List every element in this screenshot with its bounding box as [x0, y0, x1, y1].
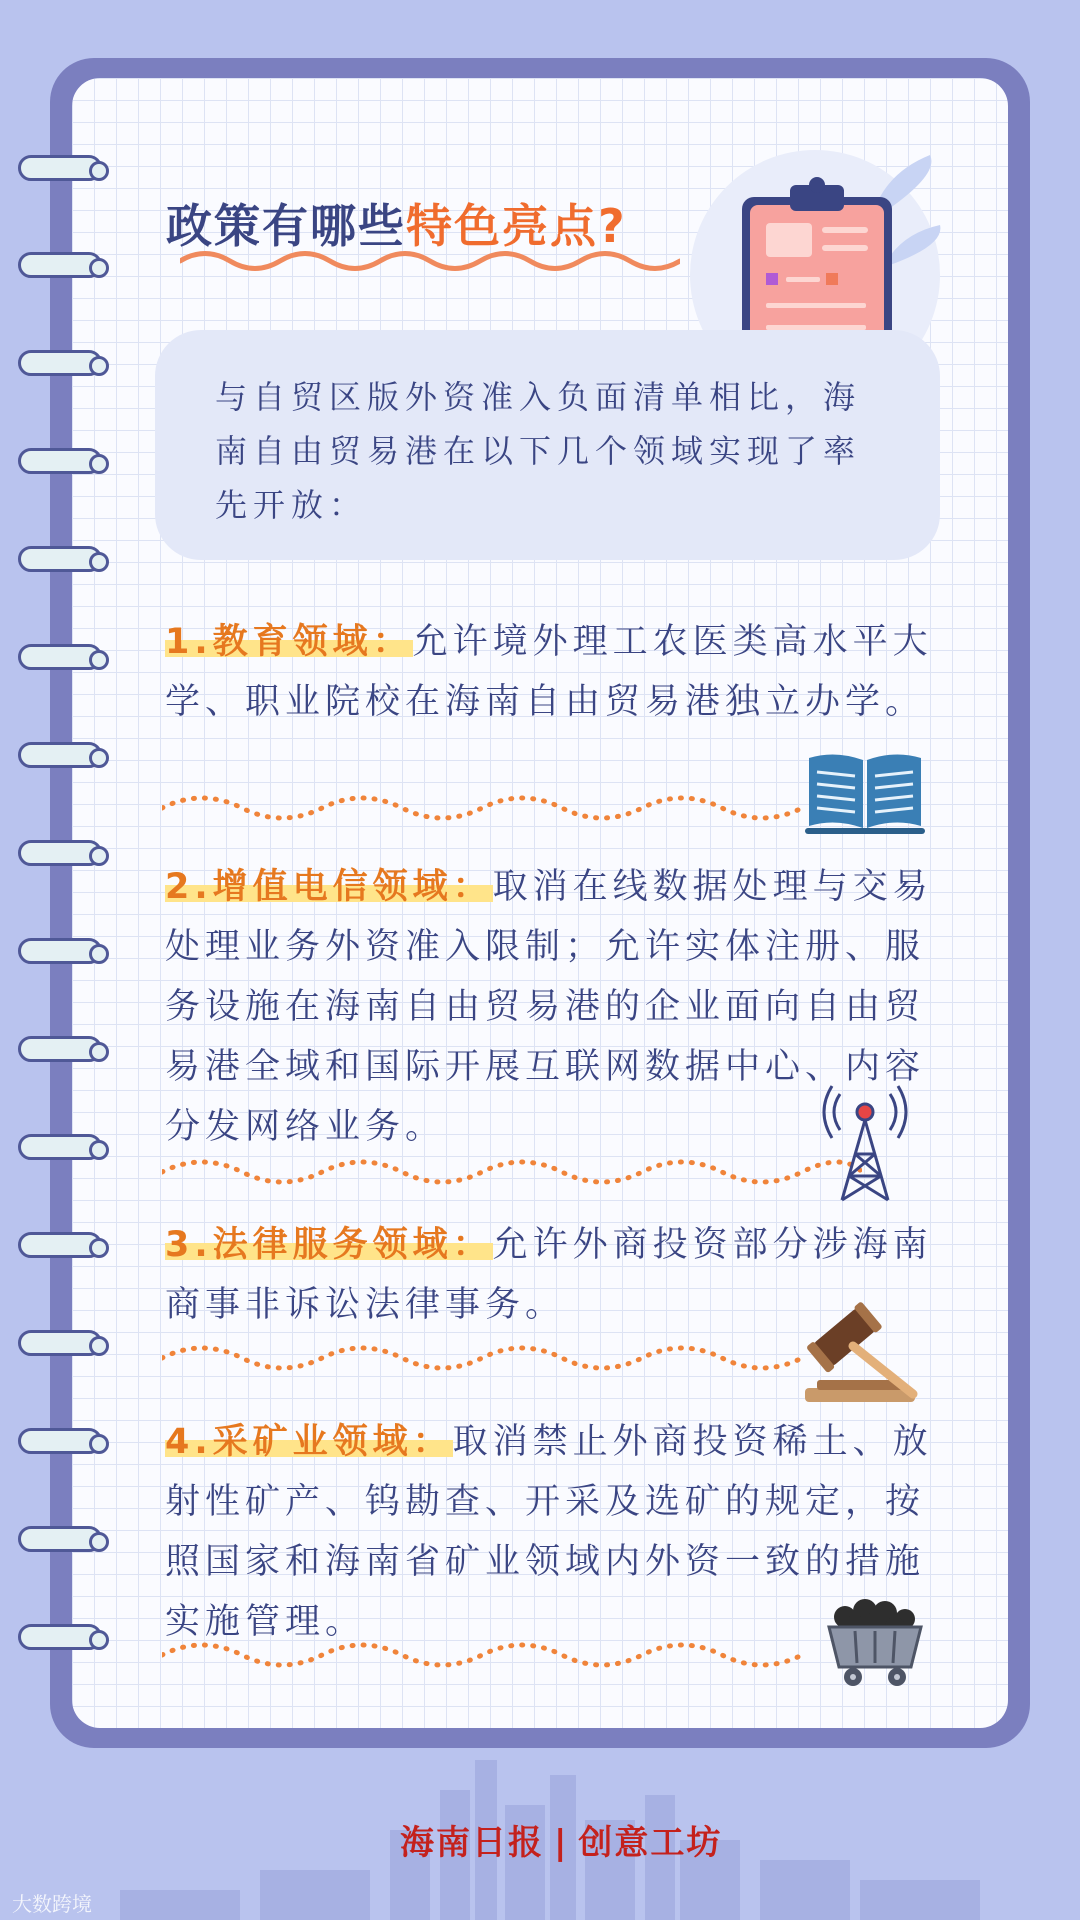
dotted-divider [162, 1338, 812, 1378]
item-body: 取消在线数据处理与交易处理业务外资准入限制；允许实体注册、服务设施在海南自由贸易港的企业面向自由贸易港全域和国际开展互联网数据中心、内容分发网络业务。 [165, 867, 933, 1147]
watermark-text: 大数跨境 [12, 1892, 92, 1916]
item-body: 允许境外理工农医类高水平大学、职业院校在海南自由贸易港独立办学。 [165, 622, 933, 722]
item-heading: 4.采矿业领域： [165, 1422, 453, 1462]
spiral-ring [18, 1036, 102, 1062]
title-highlight: 特色亮点? [406, 199, 627, 253]
item-heading: 1.教育领域： [165, 622, 413, 662]
dotted-divider [162, 788, 812, 828]
spiral-ring [18, 1526, 102, 1552]
spiral-ring [18, 350, 102, 376]
spiral-ring [18, 448, 102, 474]
spiral-ring [18, 840, 102, 866]
mine-cart-icon [825, 1595, 925, 1690]
spiral-ring [18, 938, 102, 964]
intro-text: 与自贸区版外资准入负面清单相比，海南自由贸易港在以下几个领域实现了率先开放： [215, 378, 862, 524]
item-body: 允许外商投资部分涉海南商事非诉讼法律事务。 [165, 1225, 933, 1325]
spiral-ring [18, 742, 102, 768]
title-prefix: 政策有哪些 [166, 199, 406, 253]
watermark [12, 1888, 92, 1917]
logo-separator: | [554, 1823, 569, 1863]
item-heading: 2.增值电信领域： [165, 867, 493, 907]
logo-right: 创意工坊 [578, 1823, 723, 1863]
spiral-ring [18, 155, 102, 181]
item-body: 取消禁止外商投资稀土、放射性矿产、钨勘查、开采及选矿的规定，按照国家和海南省矿业领域内外资一致的措施实施管理。 [165, 1422, 933, 1642]
signal-tower-icon [820, 1082, 910, 1202]
item-mining [165, 1412, 935, 1652]
spiral-ring [18, 1232, 102, 1258]
spiral-ring [18, 546, 102, 572]
spiral-ring [18, 644, 102, 670]
spiral-ring [18, 252, 102, 278]
spiral-ring [18, 1428, 102, 1454]
dotted-divider [162, 1635, 822, 1675]
spiral-ring [18, 1624, 102, 1650]
book-icon [805, 750, 925, 835]
title-underline-wave [180, 246, 680, 276]
spiral-ring [18, 1330, 102, 1356]
spiral-ring [18, 1134, 102, 1160]
item-heading: 3.法律服务领域： [165, 1225, 493, 1265]
dotted-divider [162, 1152, 862, 1192]
item-education [165, 612, 935, 732]
logo-left: 海南日报 [400, 1823, 544, 1863]
footer-logo [400, 1815, 722, 1864]
gavel-icon [805, 1300, 925, 1405]
